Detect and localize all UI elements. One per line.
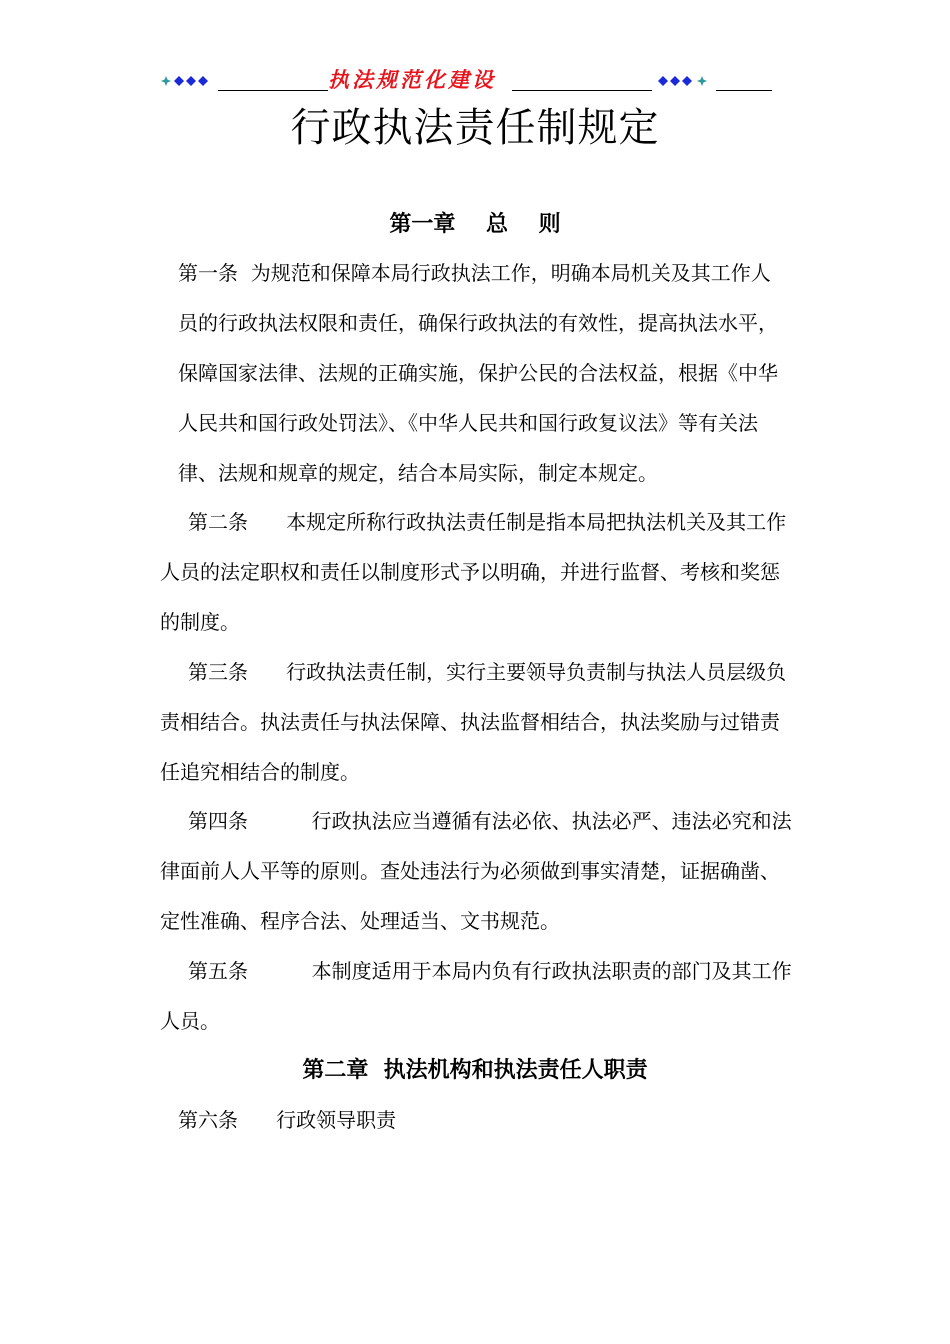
header-rule-right xyxy=(716,90,772,91)
article-line: 第三条 行政执法责任制，实行主要领导负责制与执法人员层级负 xyxy=(188,660,787,684)
article-line: 员的行政执法权限和责任，确保行政执法的有效性，提高执法水平， xyxy=(178,311,778,335)
article-line: 第六条 行政领导职责 xyxy=(178,1108,397,1132)
article-line: 律、法规和规章的规定，结合本局实际，制定本规定。 xyxy=(178,461,658,485)
header-title: 执法规范化建设 xyxy=(328,68,496,92)
article-line: 人民共和国行政处罚法》、《中华人民共和国行政复议法》等有关法 xyxy=(178,411,758,435)
chapter-heading: 第二章 执法机构和执法责任人职责 xyxy=(302,1058,648,1083)
header-rule-left xyxy=(218,90,328,91)
article-line: 第一条 为规范和保障本局行政执法工作，明确本局机关及其工作人 xyxy=(178,261,771,285)
article-line: 任追究相结合的制度。 xyxy=(160,760,360,784)
article-line: 第五条 本制度适用于本局内负有行政执法职责的部门及其工作 xyxy=(188,959,792,983)
article-line: 人员。 xyxy=(160,1009,220,1033)
article-line: 人员的法定职权和责任以制度形式予以明确，并进行监督、考核和奖惩 xyxy=(160,560,780,584)
article-line: 保障国家法律、法规的正确实施，保护公民的合法权益，根据《中华 xyxy=(178,361,778,385)
article-line: 第二条 本规定所称行政执法责任制是指本局把执法机关及其工作 xyxy=(188,510,787,534)
article-line: 定性准确、程序合法、处理适当、文书规范。 xyxy=(160,909,560,933)
chapter-heading: 第一章 总 则 xyxy=(389,212,561,237)
article-line: 责相结合。执法责任与执法保障、执法监督相结合，执法奖励与过错责 xyxy=(160,710,780,734)
article-line: 的制度。 xyxy=(160,610,240,634)
header-rule-middle xyxy=(512,90,652,91)
article-line: 律面前人人平等的原则。查处违法行为必须做到事实清楚，证据确凿、 xyxy=(160,859,780,883)
diamond-chain-icon xyxy=(656,72,714,90)
article-line: 第四条 行政执法应当遵循有法必依、执法必严、违法必究和法 xyxy=(188,809,792,833)
diamond-chain-icon xyxy=(160,72,218,90)
document-title: 行政执法责任制规定 xyxy=(290,105,660,151)
page-header xyxy=(156,66,776,96)
